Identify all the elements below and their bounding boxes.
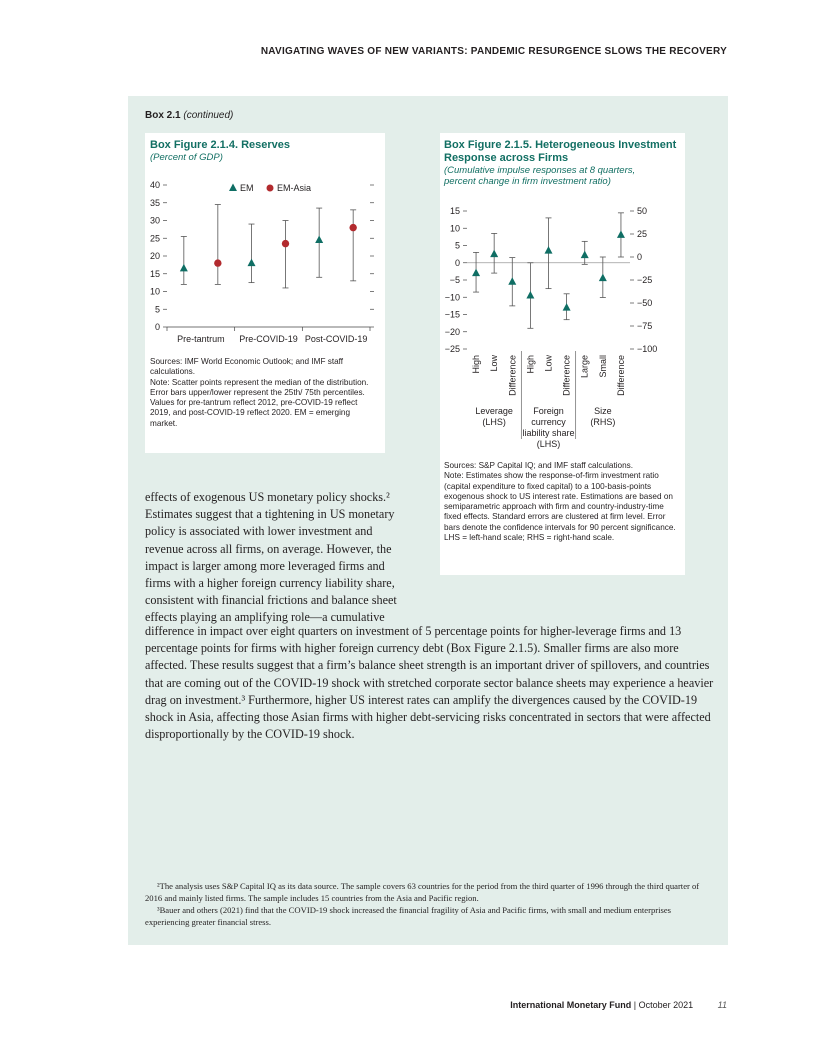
y-tick-label-right: 50 — [637, 206, 648, 216]
y-tick-label-left: 10 — [449, 223, 460, 234]
legend-em-asia-label: EM-Asia — [277, 183, 312, 193]
box-label-continued: (continued) — [183, 110, 234, 121]
y-tick-label-right: −100 — [637, 344, 658, 354]
group-label-line: (LHS) — [482, 417, 506, 427]
running-head: NAVIGATING WAVES OF NEW VARIANTS: PANDEMIC RESURGENCE SLOWS THE RECOVERY — [260, 46, 727, 57]
figure-reserves-chart — [145, 173, 385, 348]
category-label: Difference — [615, 355, 626, 396]
figure-investment-subtitle-line2: percent change in firm investment ratio) — [444, 176, 611, 187]
y-tick-label: 5 — [154, 304, 160, 315]
box-label — [145, 110, 233, 121]
group-label-line: Size — [594, 406, 612, 416]
response-point — [617, 230, 625, 238]
group-label-line: liability share — [522, 428, 575, 438]
footnote-3: ³Bauer and others (2021) find that the COVID-19 shock increased the financial fragility of Asia and Pacific firms, with small and medium enterprises experiencing greater financial stress. — [145, 905, 672, 927]
figure-reserves-note: Note: Scatter points represent the median of the distribution. Error bars upper/lower represent the 25th/ 75th percentiles. Values for pre-tantrum reflect 2012, pre-COVID-19 reflect 2019, and post-COVID-19 reflect 2020. EM = emerging market. — [150, 377, 369, 428]
y-tick-label-left: −5 — [449, 275, 460, 285]
category-label: Small — [597, 355, 608, 378]
figure-reserves-sources: Sources: IMF World Economic Outlook; and IMF staff calculations. — [150, 357, 344, 377]
em-point — [180, 264, 188, 272]
y-tick-label-right: 0 — [637, 252, 643, 262]
em-asia-point — [282, 240, 289, 247]
body-paragraph-bottom: difference in impact over eight quarters on investment of 5 percentage points for higher-leverage firms and 13 percentage points for firms with higher foreign currency debt (Box Figure 2.1.5). Smaller firms are also more affected. These results suggest that a firm’s balance sheet strength is an important driver of spillovers, and countries that are coming out of the COVID-19 shock with stretched corporate sector balance sheets may experience a heavier drag on investment.³ Furthermore, higher US interest rates can amplify the divergences caused by the COVID-19 shock in Asia, affecting those Asian firms with higher debt-servicing risks concentrated in sectors that were affected disproportionally by the COVID-19 shock. — [145, 624, 714, 742]
category-label: Difference — [507, 355, 518, 396]
figure-reserves-panel — [145, 133, 385, 453]
x-category-label: Post-COVID-19 — [304, 334, 368, 344]
figure-investment-title-line1: Box Figure 2.1.5. Heterogeneous Investment — [444, 139, 677, 151]
em-point — [315, 236, 323, 244]
y-tick-label-left: 15 — [449, 206, 460, 216]
footer-org: International Monetary Fund — [510, 1000, 632, 1010]
response-point — [581, 251, 589, 259]
category-label: High — [525, 355, 536, 374]
y-tick-label-left: −15 — [444, 309, 460, 320]
investment-chart-svg — [440, 199, 685, 461]
y-tick-label-left: 5 — [454, 240, 460, 251]
response-point — [545, 246, 553, 254]
footnote-2: ²The analysis uses S&P Capital IQ as its data source. The sample covers 63 countries for the period from the third quarter of 1996 through the third quarter of 2016 and mainly listed firms. The sample includes 15 countries from the Asia and Pacific region. — [145, 881, 700, 903]
y-tick-label: 25 — [149, 233, 160, 244]
legend-em-marker — [229, 184, 237, 192]
y-tick-label: 30 — [149, 215, 160, 226]
reserves-chart-svg — [145, 173, 385, 348]
y-tick-label-right: −75 — [637, 321, 653, 331]
group-label-line: (RHS) — [590, 417, 616, 427]
category-label: Difference — [561, 355, 572, 396]
figure-investment-chart — [440, 199, 685, 461]
footer-date: October 2021 — [638, 1000, 694, 1010]
y-tick-label: 35 — [149, 197, 160, 208]
em-point — [248, 259, 256, 267]
em-asia-point — [349, 224, 356, 231]
y-tick-label-right: 25 — [637, 229, 648, 239]
x-category-label: Pre-COVID-19 — [239, 334, 298, 344]
y-tick-label: 0 — [154, 322, 160, 332]
group-label-line: currency — [531, 417, 566, 427]
em-asia-point — [214, 259, 221, 266]
footer-separator: | — [633, 1000, 637, 1010]
y-tick-label-left: −10 — [444, 292, 460, 303]
response-point — [472, 269, 480, 277]
page-footer — [0, 1000, 727, 1010]
y-tick-label: 15 — [149, 268, 160, 279]
category-label: Low — [489, 355, 500, 372]
response-point — [508, 277, 516, 285]
response-point — [490, 250, 498, 258]
y-tick-label: 40 — [149, 180, 160, 190]
response-point — [563, 303, 571, 311]
figure-investment-subtitle-line1: (Cumulative impulse responses at 8 quarters, — [444, 165, 636, 176]
figure-investment-note: Note: Estimates show the response-of-firm investment ratio (capital expenditure to fixed capital) to a 100-basis-points exogenous shock to US interest rate. Estimations are based on semiparametric approach with firm and country-industry-time fixed effects. Standard errors are clustered at firm level. Error bars denote the confidence intervals for 90 percent significance. LHS = left-hand scale; RHS = right-hand scale. — [444, 471, 676, 543]
figure-reserves-title: Box Figure 2.1.4. Reserves — [150, 139, 291, 151]
footnotes — [145, 880, 715, 928]
y-tick-label-left: −20 — [444, 326, 460, 337]
body-paragraph-top: effects of exogenous US monetary policy shocks.² Estimates suggest that a tightening in US monetary policy is associated with lower investment and revenue across all firms, on average. However, the impact is larger among more leveraged firms and firms with a higher foreign currency liability share, consistent with financial frictions and balance sheet effects playing an amplifying role—a cumulative — [145, 490, 397, 625]
y-tick-label-left: 0 — [454, 257, 460, 268]
x-category-label: Pre-tantrum — [177, 334, 225, 344]
group-label-line: (LHS) — [536, 439, 561, 449]
y-tick-label-right: −25 — [637, 275, 653, 285]
response-point — [526, 291, 534, 299]
figure-investment-panel — [440, 133, 685, 575]
category-label: High — [471, 355, 482, 374]
y-tick-label-left: −25 — [444, 344, 460, 354]
group-label-line: Foreign — [533, 406, 564, 416]
y-tick-label-right: −50 — [637, 298, 653, 308]
figure-reserves-subtitle: (Percent of GDP) — [150, 152, 223, 163]
y-tick-label: 10 — [149, 286, 160, 297]
category-label: Large — [579, 355, 590, 379]
category-label: Low — [543, 355, 554, 372]
page-number: 11 — [717, 1000, 727, 1010]
legend-em-label: EM — [240, 183, 254, 193]
figure-investment-sources: Sources: S&P Capital IQ; and IMF staff calculations. — [444, 461, 634, 470]
y-tick-label: 20 — [149, 251, 160, 261]
figure-investment-title-line2: Response across Firms — [444, 152, 569, 164]
response-point — [599, 274, 607, 282]
group-label-line: Leverage — [475, 406, 513, 416]
box-label-number: Box 2.1 — [145, 110, 181, 121]
legend-em-asia-marker — [267, 185, 274, 192]
